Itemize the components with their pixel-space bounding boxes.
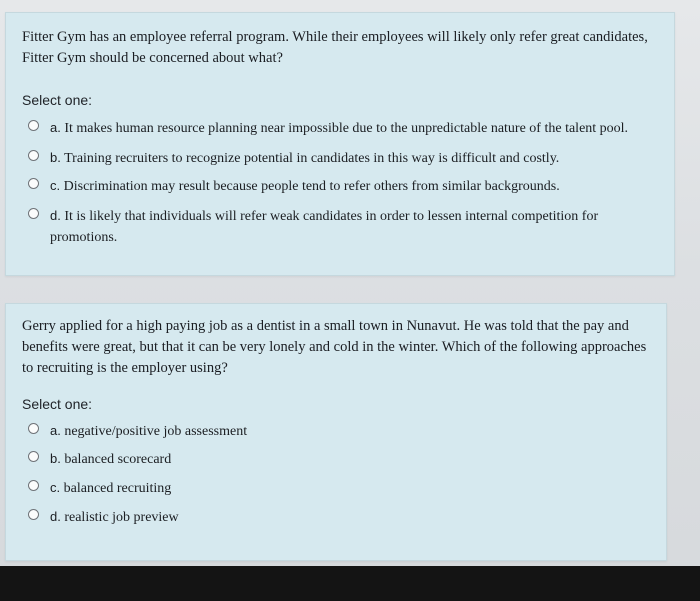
option-label: balanced recruiting [63,481,172,496]
select-one-label: Select one: [22,396,93,412]
radio-button[interactable] [28,208,39,219]
screen-bottom-bezel [0,566,700,601]
option-letter: a. [50,423,61,438]
option-label: negative/positive job assessment [64,424,248,439]
radio-button[interactable] [28,480,39,491]
radio-button[interactable] [28,150,39,161]
answer-option-b[interactable] [28,448,171,470]
option-label: realistic job preview [64,510,179,525]
option-letter: b. [50,451,61,466]
radio-button[interactable] [28,509,39,520]
question-text: Fitter Gym has an employee referral program. While their employees will likely only refer great candidates, Fitter Gym should be concerned about what? [22,29,648,66]
radio-button[interactable] [28,120,39,131]
option-letter: c. [50,178,61,193]
radio-button[interactable] [28,178,39,189]
answer-option-b[interactable] [28,147,559,169]
answer-option-d[interactable] [28,205,630,248]
answer-option-a[interactable] [28,420,247,442]
option-letter: b. [50,150,61,165]
option-letter: c. [50,480,61,495]
option-label: Discrimination may result because people tend to refer others from similar backgrounds. [63,179,560,194]
answer-option-a[interactable] [28,117,628,139]
option-letter: d. [50,509,61,524]
answer-option-c[interactable] [28,477,171,499]
option-letter: d. [50,208,61,223]
option-label: Training recruiters to recognize potential in candidates in this way is difficult and costly. [64,151,560,166]
question-text: Gerry applied for a high paying job as a dentist in a small town in Nunavut. He was told that the pay and benefits were great, but that it can be very lonely and cold in the winter. Which of the following approaches to recruiting is the employer using? [22,318,647,376]
question-card-2 [5,303,667,561]
select-one-label: Select one: [22,92,93,108]
answer-option-d[interactable] [28,506,179,528]
answer-option-c[interactable] [28,175,560,197]
option-letter: a. [50,120,61,135]
option-label: balanced scorecard [64,452,172,467]
radio-button[interactable] [28,423,39,434]
radio-button[interactable] [28,451,39,462]
option-label: It is likely that individuals will refer weak candidates in order to lessen internal competition for promotions. [50,209,599,245]
option-label: It makes human resource planning near impossible due to the unpredictable nature of the talent pool. [64,121,629,136]
question-card-1 [5,12,675,276]
